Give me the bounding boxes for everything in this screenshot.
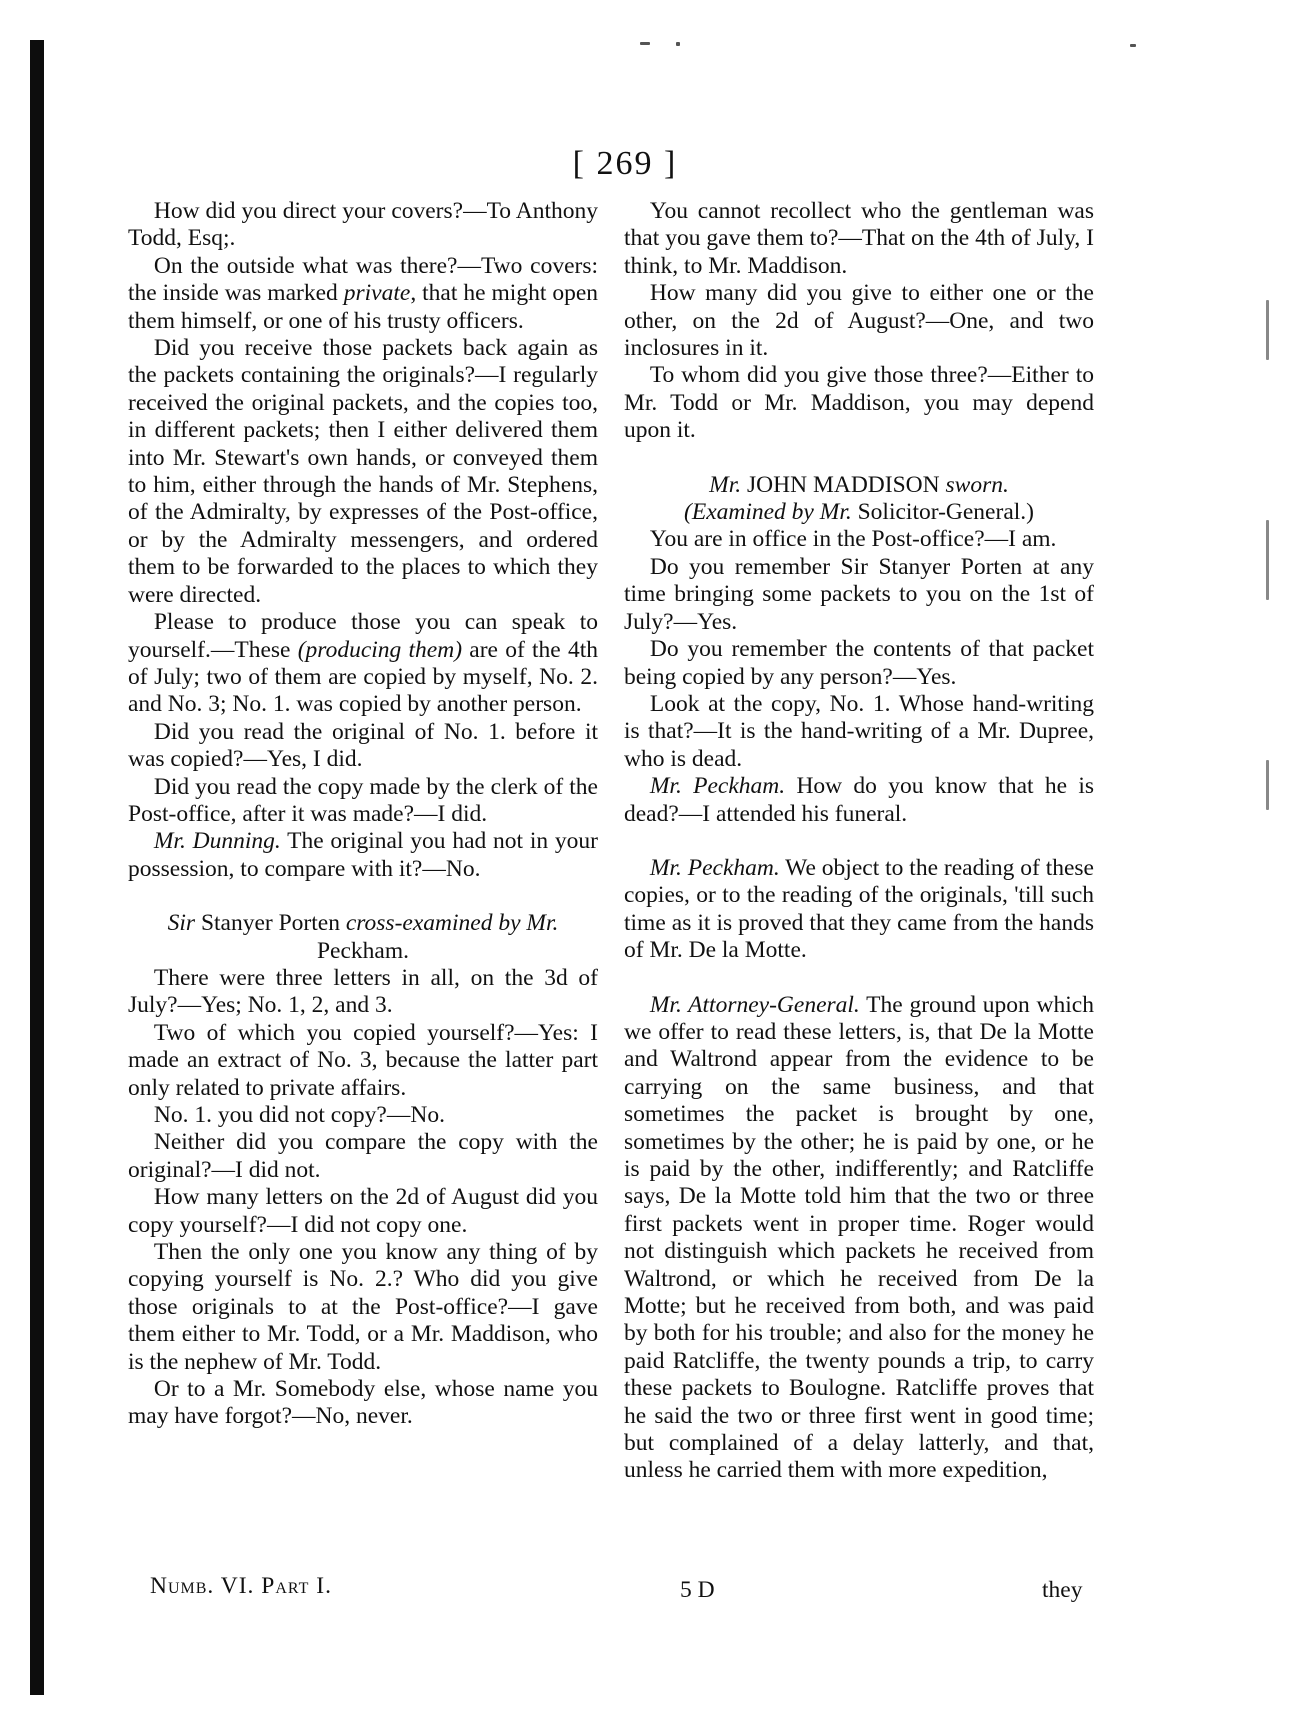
catchword: they bbox=[1042, 1577, 1083, 1603]
section-heading: (Examined by Mr. Solicitor-General.) bbox=[684, 499, 1034, 526]
page-number: [ 269 ] bbox=[572, 145, 678, 182]
paragraph: To whom did you give those three?—Either to Mr. Todd or Mr. Maddison, you may depend upon it. bbox=[624, 362, 1094, 444]
paragraph: Do you remember the contents of that packet being copied by any person?—Yes. bbox=[624, 636, 1094, 690]
paragraph: No. 1. you did not copy?—No. bbox=[153, 1102, 445, 1128]
paragraph: How many did you give to either one or the other, on the 2d of August?—One, and two inclosures in it. bbox=[624, 280, 1094, 362]
scan-speck bbox=[1266, 760, 1269, 810]
scan-speck bbox=[676, 42, 680, 46]
paragraph: Mr. Peckham. We object to the reading of these copies, or to the reading of the originals, 'till such time as it is proved that they came from the hands of Mr. De la Motte. bbox=[624, 854, 1094, 964]
paragraph: How many letters on the 2d of August did you copy yourself?—I did not copy one. bbox=[128, 1184, 598, 1238]
section-heading: Sir Stanyer Porten cross-examined by Mr. Peckham. bbox=[167, 910, 559, 964]
italic-run: private bbox=[343, 280, 411, 307]
paragraph: Do you remember Sir Stanyer Porten at any time bringing some packets to you on the 1st of July?—Yes. bbox=[624, 553, 1094, 635]
paragraph: Then the only one you know any thing of by copying yourself is No. 2.? Who did you give those originals to at the Post-office?—I gave them either to Mr. Todd, or a Mr. Maddison, who is the nephew of Mr. Todd. bbox=[128, 1239, 598, 1375]
paragraph: Two of which you copied yourself?—Yes: I made an extract of No. 3, because the latter part only related to private affairs. bbox=[128, 1019, 598, 1101]
italic-run: Mr. Peckham. bbox=[649, 773, 786, 800]
italic-run: Sir bbox=[167, 910, 196, 937]
paragraph: Please to produce those you can speak to yourself.—These (producing them) are of the 4th of July; two of them are copied by myself, No. 2. and No. 3; No. 1. was copied by another person. bbox=[128, 609, 598, 718]
paragraph: How did you direct your covers?—To Anthony Todd, Esq;. bbox=[128, 198, 598, 252]
italic-run: Mr. bbox=[709, 471, 742, 498]
scan-speck bbox=[1266, 520, 1269, 600]
paragraph: Did you read the original of No. 1. before it was copied?—Yes, I did. bbox=[128, 718, 598, 773]
paragraph: You are in office in the Post-office?—I am. bbox=[649, 526, 1057, 553]
right-column bbox=[624, 198, 1094, 1485]
italic-run: cross-examined by Mr. bbox=[345, 910, 559, 937]
italic-run: sworn. bbox=[945, 471, 1009, 498]
paragraph: Look at the copy, No. 1. Whose hand-writing is that?—It is the hand-writing of a Mr. Dupree, who is dead. bbox=[624, 690, 1094, 772]
left-column bbox=[128, 198, 598, 1431]
italic-run: Mr. Attorney-General. bbox=[649, 991, 860, 1018]
paragraph: Or to a Mr. Somebody else, whose name you may have forgot?—No, never. bbox=[128, 1376, 598, 1430]
paragraph: Did you receive those packets back again as the packets containing the originals?—I regularly received the original packets, and the copies too, in different packets; then I either delivered them into Mr. Stewart's own hands, or conveyed them to him, either through the hands of Mr. Stephens, of the Admiralty, by expresses of the Post-office, or by the Admiralty messengers, and ordered them to be forwarded to the places to which they were directed. bbox=[128, 335, 598, 608]
paragraph: You cannot recollect who the gentleman was that you gave them to?—That on the 4th of July, I think, to Mr. Maddison. bbox=[624, 198, 1094, 279]
scan-speck bbox=[1130, 44, 1136, 47]
scan-speck bbox=[1266, 300, 1269, 360]
italic-run: (producing them) bbox=[297, 636, 463, 663]
paragraph: There were three letters in all, on the 3d of July?—Yes; No. 1, 2, and 3. bbox=[128, 964, 598, 1019]
paragraph: Neither did you compare the copy with the original?—I did not. bbox=[128, 1129, 598, 1183]
scan-speck bbox=[640, 42, 650, 45]
italic-run: Mr. Dunning. bbox=[153, 828, 281, 855]
footer-issue-label: Numb. VI. Part I. bbox=[150, 1573, 332, 1599]
section-heading: Mr. JOHN MADDISON sworn. bbox=[709, 471, 1009, 498]
paragraph: Mr. Dunning. The original you had not in your possession, to compare with it?—No. bbox=[128, 828, 598, 882]
signature-mark: 5 D bbox=[680, 1577, 715, 1603]
paragraph: Mr. Peckham. How do you know that he is dead?—I attended his funeral. bbox=[624, 773, 1095, 827]
italic-run: (Examined by Mr. bbox=[684, 499, 852, 526]
page-edge-shadow bbox=[30, 40, 44, 1695]
paragraph: Did you read the copy made by the clerk of the Post-office, after it was made?—I did. bbox=[128, 773, 598, 827]
italic-run: Mr. Peckham. bbox=[649, 854, 780, 881]
paragraph: On the outside what was there?—Two covers: the inside was marked private, that he might open them himself, or one of his trusty officers. bbox=[128, 252, 598, 334]
paragraph: Mr. Attorney-General. The ground upon which we offer to read these letters, is, that De la Motte and Waltrond appear from the evidence to be carrying on the same business, and that sometimes the packet is brought by one, sometimes by the other; he is paid by one, or he is paid by the other, indifferently; and Ratcliffe says, De la Motte told him that the two or three first packets went in proper time. Roger would not distinguish which packets he received from Waltrond, or which he received from De la Motte; but he received from both, and was paid by both for his trouble; and also for the money he paid Ratcliffe, the twenty pounds a trip, to carry these packets to Boulogne. Ratcliffe proves that he said the two or three first went in good time; but complained of a delay latterly, and that, unless he carried them with more expedition, bbox=[624, 991, 1094, 1484]
